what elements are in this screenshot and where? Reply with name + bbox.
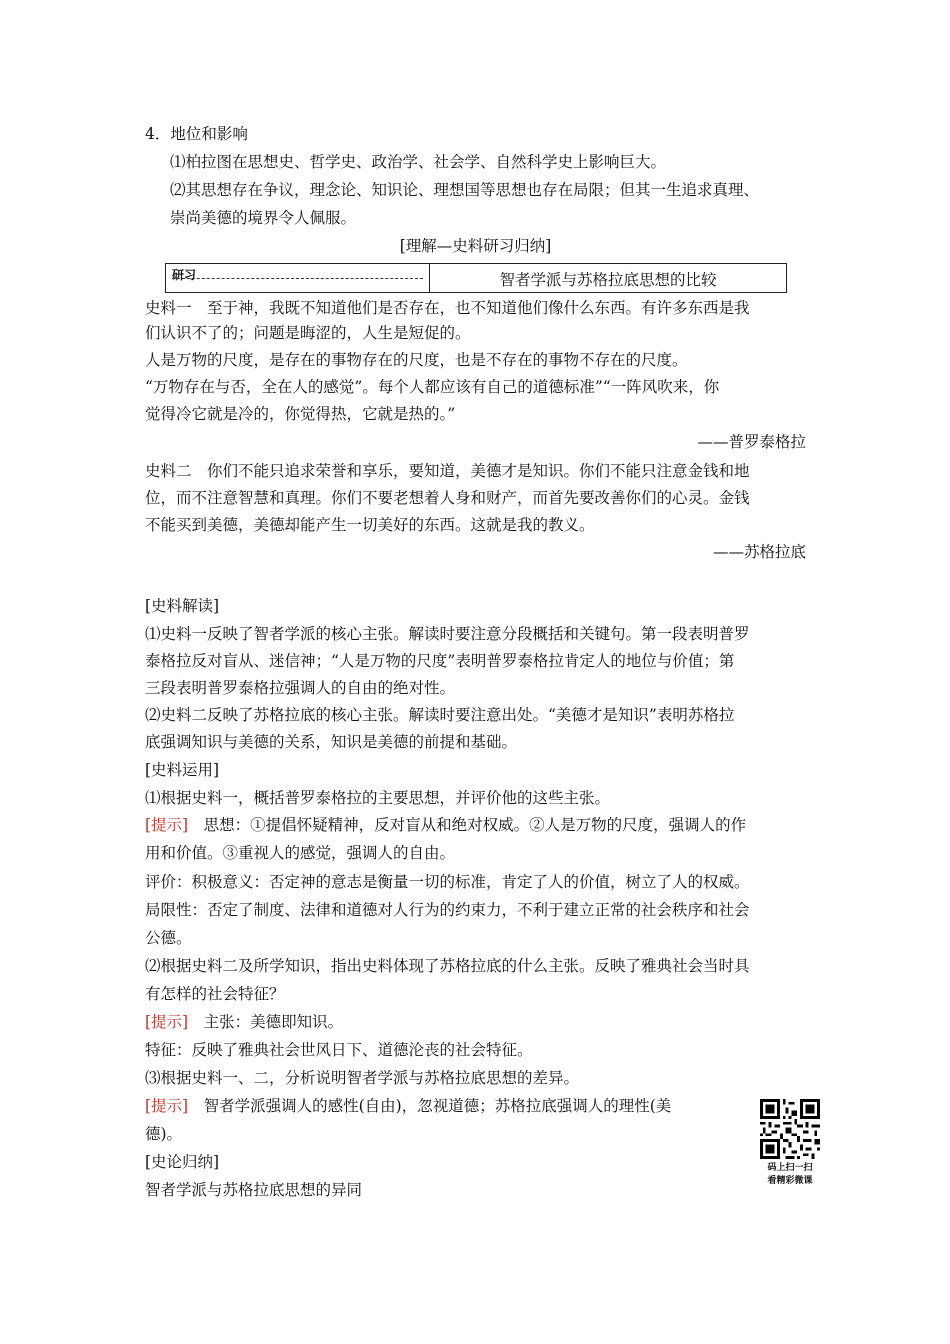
source-2-attribution: ——苏格拉底 (712, 543, 806, 561)
reading-line-2: 泰格拉反对盲从、迷信神；“人是万物的尺度”表明普罗泰格拉肯定人的地位与价值；第 (145, 652, 735, 670)
study-table (165, 263, 787, 293)
dashed-rule (172, 278, 423, 279)
reading-line-5: 底强调知识与美德的关系，知识是美德的前提和基础。 (145, 733, 518, 751)
section-4-point-2-line-1: ⑵其思想存在争议，理念论、知识论、理想国等思想也存在局限；但其一生追求真理、 (170, 181, 760, 199)
source-1-line-5: 觉得冷它就是冷的，你觉得热，它就是热的。” (145, 405, 456, 423)
answer-1-line-1 (145, 815, 746, 835)
answer-2-line-1 (145, 1012, 343, 1032)
study-tag: 研习 (172, 268, 197, 282)
section-4-point-2-line-2: 崇尚美德的境界令人佩服。 (170, 209, 357, 227)
answer-2-line-2: 特征：反映了雅典社会世风日下、道德沦丧的社会特征。 (145, 1041, 533, 1059)
source-1-line-4: “万物存在与否，全在人的感觉”。每个人都应该有自己的道德标准”“一阵风吹来，你 (145, 378, 720, 396)
question-1: ⑴根据史料一，概括普罗泰格拉的主要思想，并评价他的这些主张。 (145, 789, 611, 807)
answer-1-line-4: 局限性：否定了制度、法律和道德对人行为的约束力，不利于建立正常的社会秩序和社会 (145, 901, 750, 919)
source-1-line-2: 们认识不了的；问题是晦涩的，人生是短促的。 (145, 324, 471, 342)
answer-3-line-2: 德)。 (145, 1125, 183, 1143)
hint-label: [提示] (145, 1097, 189, 1115)
answer-3-line-1 (145, 1096, 671, 1116)
source-2-line-2: 位，而不注意智慧和真理。你们不要老想着人身和财产，而首先要改善你们的心灵。金钱 (145, 489, 750, 507)
source-1-attribution: ——普罗泰格拉 (697, 433, 806, 451)
reading-line-4: ⑵史料二反映了苏格拉底的核心主张。解读时要注意出处。“美德才是知识”表明苏格拉 (145, 706, 735, 724)
source-1-line-1: 史料一 至于神，我既不知道他们是否存在，也不知道他们像什么东西。有许多东西是我 (145, 299, 750, 317)
reading-header: [史料解读] (145, 597, 220, 615)
question-2-line-1: ⑵根据史料二及所学知识，指出史料体现了苏格拉底的什么主张。反映了雅典社会当时具 (145, 957, 750, 975)
source-1-line-3: 人是万物的尺度，是存在的事物存在的尺度，也是不存在的事物不存在的尺度。 (145, 351, 688, 369)
reading-line-1: ⑴史料一反映了智者学派的核心主张。解读时要注意分段概括和关键句。第一段表明普罗 (145, 625, 750, 643)
answer-3-text: 智者学派强调人的感性(自由)，忽视道德；苏格拉底强调人的理性(美 (188, 1097, 672, 1115)
section-header: [理解—史料研习归纳] (399, 237, 552, 255)
answer-1-line-3: 评价：积极意义：否定神的意志是衡量一切的标准，肯定了人的价值，树立了人的权威。 (145, 873, 750, 891)
hint-label: [提示] (145, 1013, 189, 1031)
question-3: ⑶根据史料一、二，分析说明智者学派与苏格拉底思想的差异。 (145, 1069, 580, 1087)
section-4-point-1: ⑴柏拉图在思想史、哲学史、政治学、社会学、自然科学史上影响巨大。 (170, 153, 667, 171)
qr-caption-1: 码上扫一扫 (767, 1163, 813, 1173)
question-2-line-2: 有怎样的社会特征？ (145, 985, 285, 1003)
application-header: [史料运用] (145, 761, 220, 779)
qr-caption-2: 看精彩微课 (767, 1176, 813, 1186)
summary-header: [史论归纳] (145, 1153, 220, 1171)
summary-line-1: 智者学派与苏格拉底思想的异同 (145, 1181, 363, 1199)
qr-code-icon[interactable] (760, 1099, 820, 1159)
answer-1-text: 思想：①提倡怀疑精神，反对盲从和绝对权威。②人是万物的尺度，强调人的作 (188, 816, 747, 834)
source-2-line-3: 不能买到美德，美德却能产生一切美好的东西。这就是我的教义。 (145, 516, 595, 534)
reading-line-3: 三段表明普罗泰格拉强调人的自由的绝对性。 (145, 679, 456, 697)
section-4-title: 4．地位和影响 (145, 125, 248, 143)
table-topic: 智者学派与苏格拉底思想的比较 (499, 271, 717, 289)
source-2-line-1: 史料二 你们不能只追求荣誉和享乐，要知道，美德才是知识。你们不能只注意金钱和地 (145, 462, 750, 480)
answer-2-text: 主张：美德即知识。 (188, 1013, 344, 1031)
hint-label: [提示] (145, 816, 189, 834)
answer-1-line-2: 用和价值。③重视人的感觉，强调人的自由。 (145, 844, 456, 862)
answer-1-line-5: 公德。 (145, 929, 192, 947)
table-left-cell (166, 264, 430, 292)
